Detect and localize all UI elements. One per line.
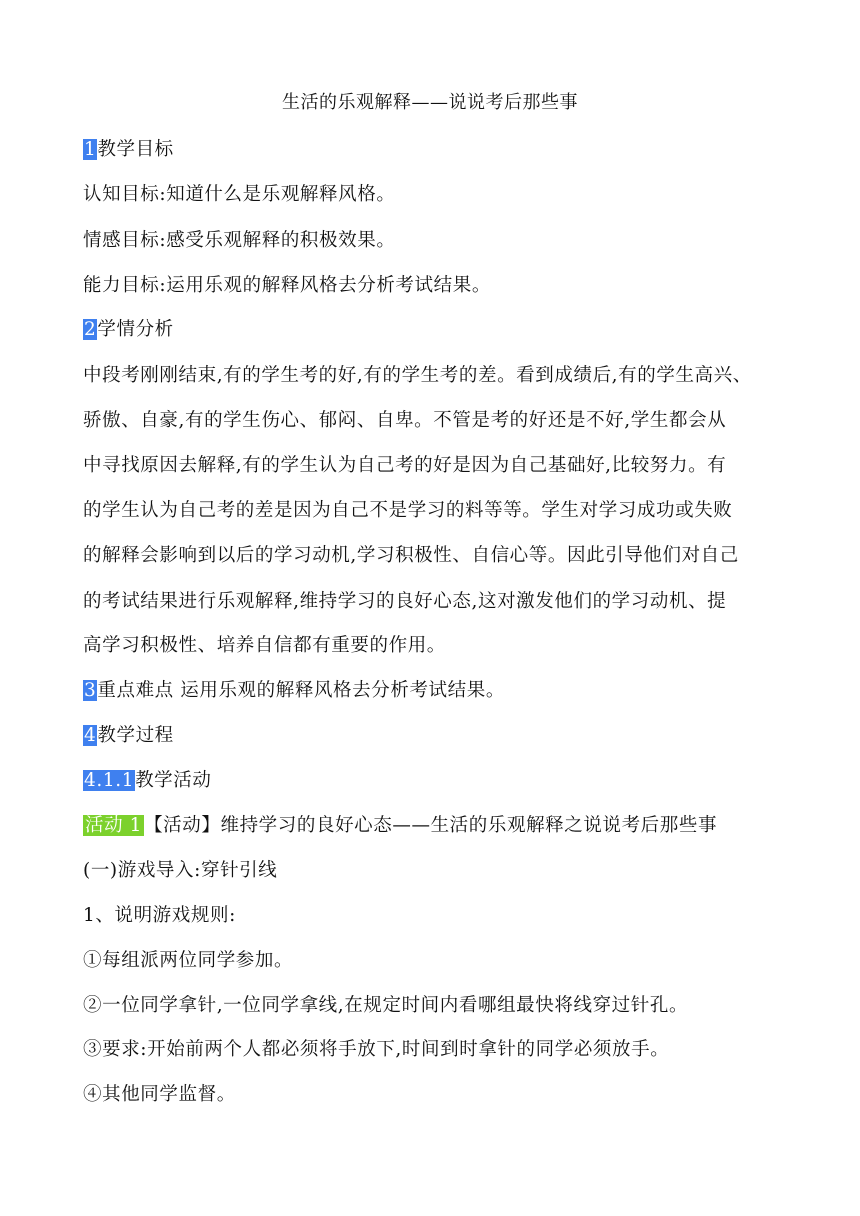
- goal-cognitive: 认知目标:知道什么是乐观解释风格。: [83, 184, 396, 205]
- subsection-number: 4.1.1: [84, 770, 135, 791]
- analysis-paragraph-line: 的解释会影响到以后的学习动机,学习积极性、自信心等。因此引导他们对自己: [83, 545, 739, 566]
- section-number: 4: [84, 725, 97, 746]
- analysis-paragraph-line: 的学生认为自己考的差是因为自己不是学习的料等等。学生对学习成功或失败: [83, 500, 733, 521]
- analysis-paragraph-line: 中寻找原因去解释,有的学生认为自己考的好是因为自己基础好,比较努力。有: [83, 455, 727, 476]
- subsection-4-1-1-heading: [83, 767, 211, 795]
- game-line: ④其他同学监督。: [83, 1084, 236, 1105]
- document-title: 生活的乐观解释——说说考后那些事: [282, 92, 578, 113]
- activity-badge: 活动 1: [85, 815, 143, 836]
- goal-ability: 能力目标:运用乐观的解释风格去分析考试结果。: [83, 275, 491, 296]
- section-heading-text: 学情分析: [97, 319, 174, 340]
- analysis-paragraph-line: 的考试结果进行乐观解释,维持学习的良好心态,这对激发他们的学习动机、提: [83, 591, 727, 612]
- activity-title: 【活动】维持学习的良好心态——生活的乐观解释之说说考后那些事: [144, 815, 718, 836]
- section-heading-text: 教学过程: [97, 725, 174, 746]
- section-number: 3: [84, 680, 97, 701]
- analysis-paragraph-line: 中段考刚刚结束,有的学生考的好,有的学生考的差。看到成绩后,有的学生高兴、: [83, 365, 752, 386]
- section-3-heading: [83, 677, 505, 705]
- game-line: 1、说明游戏规则:: [83, 905, 236, 926]
- game-line: (一)游戏导入:穿针引线: [83, 860, 278, 881]
- analysis-paragraph-line: 骄傲、自豪,有的学生伤心、郁闷、自卑。不管是考的好还是不好,学生都会从: [83, 410, 727, 431]
- section-2-heading: [83, 316, 174, 344]
- section-heading-text: 重点难点 运用乐观的解释风格去分析考试结果。: [97, 680, 505, 701]
- section-number: 1: [84, 139, 97, 160]
- section-number: 2: [84, 319, 97, 340]
- goal-emotional: 情感目标:感受乐观解释的积极效果。: [83, 230, 396, 251]
- section-4-heading: [83, 722, 174, 750]
- section-1-heading: [83, 136, 174, 164]
- activity-1-heading: [83, 812, 717, 840]
- analysis-paragraph-line: 高学习积极性、培养自信都有重要的作用。: [83, 635, 446, 656]
- section-heading-text: 教学目标: [97, 139, 174, 160]
- game-line: ①每组派两位同学参加。: [83, 950, 294, 971]
- game-line: ③要求:开始前两个人都必须将手放下,时间到时拿针的同学必须放手。: [83, 1039, 670, 1060]
- game-line: ②一位同学拿针,一位同学拿线,在规定时间内看哪组最快将线穿过针孔。: [83, 995, 689, 1016]
- subsection-heading-text: 教学活动: [135, 770, 212, 791]
